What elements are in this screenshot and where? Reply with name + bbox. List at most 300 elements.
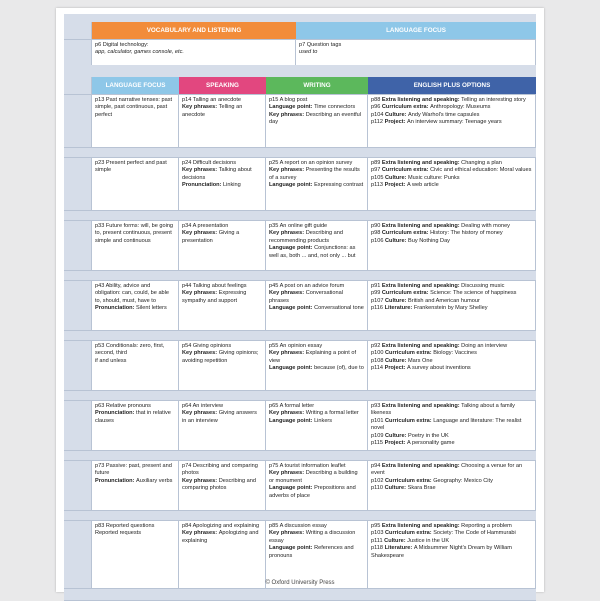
language-focus-header-top: LANGUAGE FOCUS [296, 22, 536, 40]
lang-line: p7 Question tags [299, 42, 342, 48]
item-label: Extra listening and speaking: [381, 283, 462, 289]
item-label: Key phrases: [182, 477, 219, 484]
english-plus-cell [368, 461, 536, 511]
item-value: Conversational phrases [269, 290, 344, 304]
item-label: Key phrases: [182, 530, 219, 537]
text-line: p75 A tourist information leaflet [269, 463, 346, 469]
top-strip [64, 14, 536, 22]
labeled-line [371, 530, 532, 537]
item-value: Skara Brae [407, 485, 436, 492]
page-ref: p107 [371, 297, 385, 304]
text-line: p74 Describing and comparing photos [182, 463, 258, 477]
row-separator [92, 391, 179, 401]
writing-cell [266, 521, 368, 589]
page-ref: p99 [371, 290, 382, 297]
item-value: Giving answers in an interview [182, 410, 257, 424]
labeled-line [182, 530, 262, 545]
writing-cell [266, 221, 368, 271]
labeled-line [182, 478, 262, 493]
language-focus-cell [92, 521, 179, 589]
item-label: Language point: [269, 485, 315, 492]
gutter-cell [64, 341, 92, 391]
page-ref: p96 [371, 104, 382, 111]
item-label: Project: [384, 119, 407, 126]
labeled-line [182, 230, 262, 245]
labeled-line [269, 545, 364, 560]
labeled-line [371, 433, 532, 440]
item-label: Pronunciation: [182, 182, 224, 189]
item-label: Pronunciation: [95, 477, 137, 484]
row-separator [266, 589, 368, 601]
item-value: Expressing sympathy and support [182, 290, 247, 304]
labeled-line [182, 167, 262, 182]
item-value: Giving a presentation [182, 230, 240, 244]
labeled-line [269, 104, 364, 111]
item-label: Curriculum extra: [381, 167, 431, 174]
item-value: Anthropology: Museums [430, 104, 491, 111]
item-label: Key phrases: [182, 167, 219, 174]
vocabulary-table [64, 22, 536, 66]
item-label: Extra listening and speaking: [381, 223, 462, 229]
text-line: p55 An opinion essay [269, 343, 323, 349]
item-label: Curriculum extra: [381, 290, 431, 297]
vocabulary-cell [92, 40, 296, 66]
page-ref: p102 [371, 477, 385, 484]
labeled-line [269, 167, 364, 182]
item-label: Extra listening and speaking: [381, 403, 462, 409]
item-value: A Midsummer Night's Dream by William Shakespeare [371, 545, 512, 559]
labeled-line [371, 523, 532, 530]
labeled-line [182, 104, 262, 119]
language-focus-cell [92, 401, 179, 451]
row-separator [64, 331, 92, 341]
item-value: Language and literature: The realist novel [371, 417, 522, 432]
text-line: p25 A report on an opinion survey [269, 160, 353, 166]
item-label: Curriculum extra: [385, 350, 434, 357]
row-separator [368, 589, 536, 601]
row-separator [92, 589, 179, 601]
item-value: Describing and recommending products [269, 230, 344, 244]
labeled-line [95, 478, 175, 485]
writing-cell [266, 158, 368, 211]
page-ref: p105 [371, 174, 385, 181]
english-plus-cell [368, 401, 536, 451]
item-value: Linking [223, 182, 241, 189]
item-value: History: The history of money [430, 230, 503, 237]
labeled-line [269, 182, 364, 189]
text-line: p84 Apologizing and explaining [182, 523, 260, 529]
spacer-strip [64, 65, 536, 77]
row-separator [64, 511, 92, 521]
labeled-line [371, 238, 532, 245]
language-focus-header: LANGUAGE FOCUS [92, 77, 179, 95]
vocab-examples: app, calculator, games console, etc. [95, 49, 184, 56]
item-label: Key phrases: [182, 350, 219, 357]
page-ref: p88 [371, 97, 382, 103]
page-ref: p118 [371, 545, 385, 552]
item-label: Curriculum extra: [381, 230, 431, 237]
item-value: Justice in the UK [407, 537, 450, 544]
labeled-line [95, 410, 175, 425]
language-focus-cell [92, 341, 179, 391]
item-value: Conjunctions: as well as, both ... and, not only ... but [269, 245, 356, 259]
row-separator [266, 451, 368, 461]
text-line: Reported requests [95, 530, 142, 537]
item-label: Key phrases: [269, 167, 306, 174]
labeled-line [269, 365, 364, 372]
vocabulary-header: VOCABULARY AND LISTENING [92, 22, 296, 40]
item-value: Poetry in the UK [408, 432, 449, 439]
page-ref: p90 [371, 223, 382, 229]
item-label: Project: [384, 182, 407, 189]
gutter-cell [64, 40, 92, 66]
labeled-line [182, 410, 262, 425]
page-ref: p116 [371, 305, 385, 312]
item-value: Civic and ethical education: Moral values [430, 167, 532, 174]
labeled-line [269, 418, 364, 425]
item-value: Giving opinions; avoiding repetition [182, 350, 259, 364]
row-separator [368, 391, 536, 401]
gutter-cell [64, 281, 92, 331]
item-value: Discussing music [461, 283, 505, 289]
text-line: p65 A formal letter [269, 403, 315, 409]
item-label: Pronunciation: [95, 305, 137, 312]
text-line: p35 An online gift guide [269, 223, 328, 229]
item-label: Culture: [385, 174, 408, 181]
item-label: Literature: [384, 545, 414, 552]
text-line: p53 Conditionals: zero, first, second, third [95, 343, 165, 357]
gutter-cell [64, 158, 92, 211]
item-value: Apologizing and explaining [182, 530, 259, 544]
english-plus-cell [368, 521, 536, 589]
text-line: p24 Difficult decisions [182, 160, 236, 166]
item-value: Geography: Mexico City [433, 477, 493, 484]
page-ref: p108 [371, 357, 385, 364]
page-ref: p91 [371, 283, 382, 289]
labeled-line [371, 230, 532, 237]
item-value: Talking about a family likeness [371, 403, 515, 417]
item-value: Describing and comparing photos [182, 477, 257, 492]
item-value: Andy Warhol's time capsules [408, 111, 480, 118]
page-ref: p111 [371, 537, 385, 544]
speaking-cell [179, 95, 266, 148]
item-label: Pronunciation: [95, 410, 137, 417]
english-plus-cell [368, 281, 536, 331]
row-separator [266, 148, 368, 158]
text-line: p23 Present perfect and past simple [95, 160, 167, 174]
item-value: Writing a discussion essay [269, 530, 356, 544]
row-separator [368, 148, 536, 158]
item-value: A web article [406, 182, 439, 189]
page-ref: p101 [371, 417, 385, 424]
row-separator [92, 331, 179, 341]
row-separator [266, 211, 368, 221]
row-separator [64, 211, 92, 221]
item-label: Language point: [269, 245, 315, 252]
labeled-line [371, 418, 532, 433]
item-label: Language point: [269, 182, 315, 189]
writing-header: WRITING [266, 77, 368, 95]
text-line: p54 Giving opinions [182, 343, 232, 349]
item-value: Auxiliary verbs [136, 477, 173, 484]
text-line: p13 Past narrative tenses: past simple, past continuous, past perfect [95, 97, 173, 118]
page-ref: p92 [371, 343, 382, 349]
speaking-cell [179, 158, 266, 211]
language-focus-cell [92, 281, 179, 331]
document-page [56, 8, 544, 592]
item-value: Silent letters [136, 305, 167, 312]
page-ref: p114 [371, 365, 385, 372]
page-ref: p110 [371, 485, 385, 492]
row-separator [64, 391, 92, 401]
syllabus-grid [64, 77, 536, 601]
item-label: Language point: [269, 305, 315, 312]
item-value: Telling an anecdote [182, 104, 243, 118]
row-separator [179, 331, 266, 341]
gutter-cell [64, 221, 92, 271]
item-value: An interview summary: Teenage years [406, 119, 502, 126]
page-ref: p98 [371, 230, 382, 237]
text-line: p85 A discussion essay [269, 523, 327, 529]
page-ref: p113 [371, 182, 385, 189]
labeled-line [371, 112, 532, 119]
row-separator [92, 211, 179, 221]
gutter-cell [64, 22, 92, 40]
item-value: Talking about decisions [182, 167, 252, 181]
footer-copyright: © Oxford University Press [265, 580, 335, 586]
labeled-line [269, 470, 364, 485]
speaking-cell [179, 341, 266, 391]
item-value: Changing a plan [461, 160, 502, 166]
text-line: p43 Ability, advice and obligation: can, could, be able to, should, must, have to [95, 283, 170, 304]
item-value: Writing a formal letter [305, 410, 359, 417]
page-ref: p104 [371, 111, 385, 118]
english-plus-header: ENGLISH PLUS OPTIONS [368, 77, 536, 95]
item-label: Culture: [385, 357, 408, 364]
gutter-cell [64, 77, 92, 95]
language-focus-cell [92, 95, 179, 148]
item-value: A personality game [406, 439, 455, 446]
speaking-cell [179, 401, 266, 451]
item-label: Key phrases: [182, 290, 219, 297]
labeled-line [371, 358, 532, 365]
labeled-line [371, 182, 532, 189]
item-label: Extra listening and speaking: [381, 160, 462, 166]
labeled-line [182, 290, 262, 305]
item-label: Culture: [385, 432, 408, 439]
labeled-line [371, 440, 532, 447]
labeled-line [269, 230, 364, 245]
item-value: Society: The Code of Hammurabi [433, 530, 516, 537]
item-label: Key phrases: [269, 230, 306, 237]
gutter-cell [64, 95, 92, 148]
speaking-cell [179, 281, 266, 331]
item-value: Describing a building or monument [269, 470, 358, 484]
labeled-line [269, 530, 364, 545]
text-line: p44 Talking about feelings [182, 283, 247, 289]
row-separator [266, 271, 368, 281]
page-ref: p103 [371, 530, 385, 537]
item-label: Culture: [385, 111, 408, 118]
language-focus-cell [92, 461, 179, 511]
labeled-line [371, 545, 532, 560]
item-value: because (of), due to [314, 365, 364, 372]
labeled-line [371, 298, 532, 305]
row-separator [368, 211, 536, 221]
item-label: Culture: [384, 537, 408, 544]
text-line: p83 Reported questions [95, 523, 155, 529]
item-label: Extra listening and speaking: [381, 523, 462, 529]
lang-example: used to [299, 49, 318, 56]
gutter-cell [64, 521, 92, 589]
page-ref: p97 [371, 167, 382, 174]
item-value: Expressing contrast [314, 182, 364, 189]
text-line: p45 A post on an advice forum [269, 283, 345, 289]
labeled-line [371, 160, 532, 167]
item-value: Science: The science of happiness [430, 290, 517, 297]
row-separator [64, 148, 92, 158]
item-label: Key phrases: [269, 350, 306, 357]
item-label: Language point: [269, 545, 315, 552]
labeled-line [371, 104, 532, 111]
labeled-line [269, 305, 364, 312]
item-label: Project: [384, 365, 407, 372]
row-separator [368, 271, 536, 281]
english-plus-cell [368, 158, 536, 211]
item-label: Key phrases: [269, 410, 306, 417]
item-label: Curriculum extra: [385, 417, 434, 424]
row-separator [179, 148, 266, 158]
item-label: Key phrases: [182, 410, 219, 417]
item-value: Music culture: Punks [408, 174, 460, 181]
row-separator [179, 211, 266, 221]
item-value: Dealing with money [461, 223, 510, 229]
item-label: Extra listening and speaking: [381, 463, 462, 469]
labeled-line [371, 97, 532, 104]
item-value: Telling an interesting story [461, 97, 526, 103]
labeled-line [371, 403, 532, 418]
language-focus-cell [92, 221, 179, 271]
row-separator [179, 271, 266, 281]
labeled-line [371, 343, 532, 350]
speaking-cell [179, 461, 266, 511]
row-separator [266, 331, 368, 341]
page-ref: p89 [371, 160, 382, 166]
speaking-cell [179, 221, 266, 271]
page-ref: p106 [371, 237, 385, 244]
labeled-line [371, 463, 532, 478]
item-label: Curriculum extra: [385, 477, 434, 484]
item-label: Culture: [385, 237, 408, 244]
row-separator [179, 451, 266, 461]
row-separator [266, 511, 368, 521]
page-ref: p115 [371, 439, 385, 446]
writing-cell [266, 461, 368, 511]
text-line: p33 Future forms: will, be going to, present continuous, present simple and continuous [95, 223, 174, 244]
language-focus-cell-top [296, 40, 536, 66]
row-separator [179, 589, 266, 601]
vocab-line: p6 Digital technology: [95, 42, 149, 48]
row-separator [64, 589, 92, 601]
row-separator [64, 271, 92, 281]
row-separator [179, 511, 266, 521]
labeled-line [269, 245, 364, 260]
labeled-line [371, 305, 532, 312]
page-ref: p112 [371, 119, 385, 126]
english-plus-cell [368, 95, 536, 148]
labeled-line [371, 223, 532, 230]
item-value: Mars One [408, 357, 433, 364]
page-ref: p94 [371, 463, 382, 469]
labeled-line [269, 410, 364, 417]
item-value: Describing an eventful day [269, 111, 362, 126]
gutter-cell [64, 401, 92, 451]
text-line: p64 An interview [182, 403, 224, 409]
text-line: p73 Passive: past, present and future [95, 463, 172, 477]
text-line: p14 Talling an anecdote [182, 97, 241, 103]
item-value: A survey about inventions [406, 365, 471, 372]
item-value: Presenting the results of a survey [269, 167, 360, 181]
labeled-line [269, 112, 364, 127]
page-ref: p95 [371, 523, 382, 529]
row-separator [92, 271, 179, 281]
speaking-cell [179, 521, 266, 589]
labeled-line [269, 350, 364, 365]
item-value: that in relative clauses [95, 410, 171, 424]
labeled-line [371, 167, 532, 174]
labeled-line [371, 365, 532, 372]
row-separator [179, 391, 266, 401]
item-label: Key phrases: [182, 230, 219, 237]
labeled-line [269, 290, 364, 305]
labeled-line [182, 350, 262, 365]
row-separator [92, 511, 179, 521]
labeled-line [371, 485, 532, 492]
row-separator [368, 511, 536, 521]
item-value: Time connectors [314, 104, 356, 111]
row-separator [64, 451, 92, 461]
item-value: Buy Nothing Day [408, 237, 450, 244]
item-value: Linkers [314, 417, 333, 424]
item-value: Conversational tone [314, 305, 364, 312]
item-label: Curriculum extra: [381, 104, 431, 111]
page-ref: p100 [371, 350, 385, 357]
item-value: Explaining a point of view [269, 350, 357, 364]
labeled-line [269, 485, 364, 500]
labeled-line [371, 283, 532, 290]
labeled-line [371, 119, 532, 126]
item-label: Key phrases: [269, 290, 306, 297]
item-label: Key phrases: [269, 470, 306, 477]
item-label: Curriculum extra: [385, 530, 434, 537]
item-label: Key phrases: [182, 104, 219, 111]
item-label: Culture: [384, 485, 408, 492]
item-label: Extra listening and speaking: [381, 97, 462, 103]
item-label: Project: [384, 439, 407, 446]
page-ref: p109 [371, 432, 385, 439]
labeled-line [371, 290, 532, 297]
item-value: Doing an interview [461, 343, 508, 349]
writing-cell [266, 401, 368, 451]
labeled-line [95, 305, 175, 312]
row-separator [368, 331, 536, 341]
item-value: Reporting a problem [461, 523, 512, 529]
item-value: Prepositions and adverbs of place [269, 485, 356, 499]
syllabus-table [64, 77, 536, 601]
text-line: if and unless [95, 357, 127, 364]
labeled-line [371, 350, 532, 357]
text-line: p15 A blog post [269, 97, 308, 103]
